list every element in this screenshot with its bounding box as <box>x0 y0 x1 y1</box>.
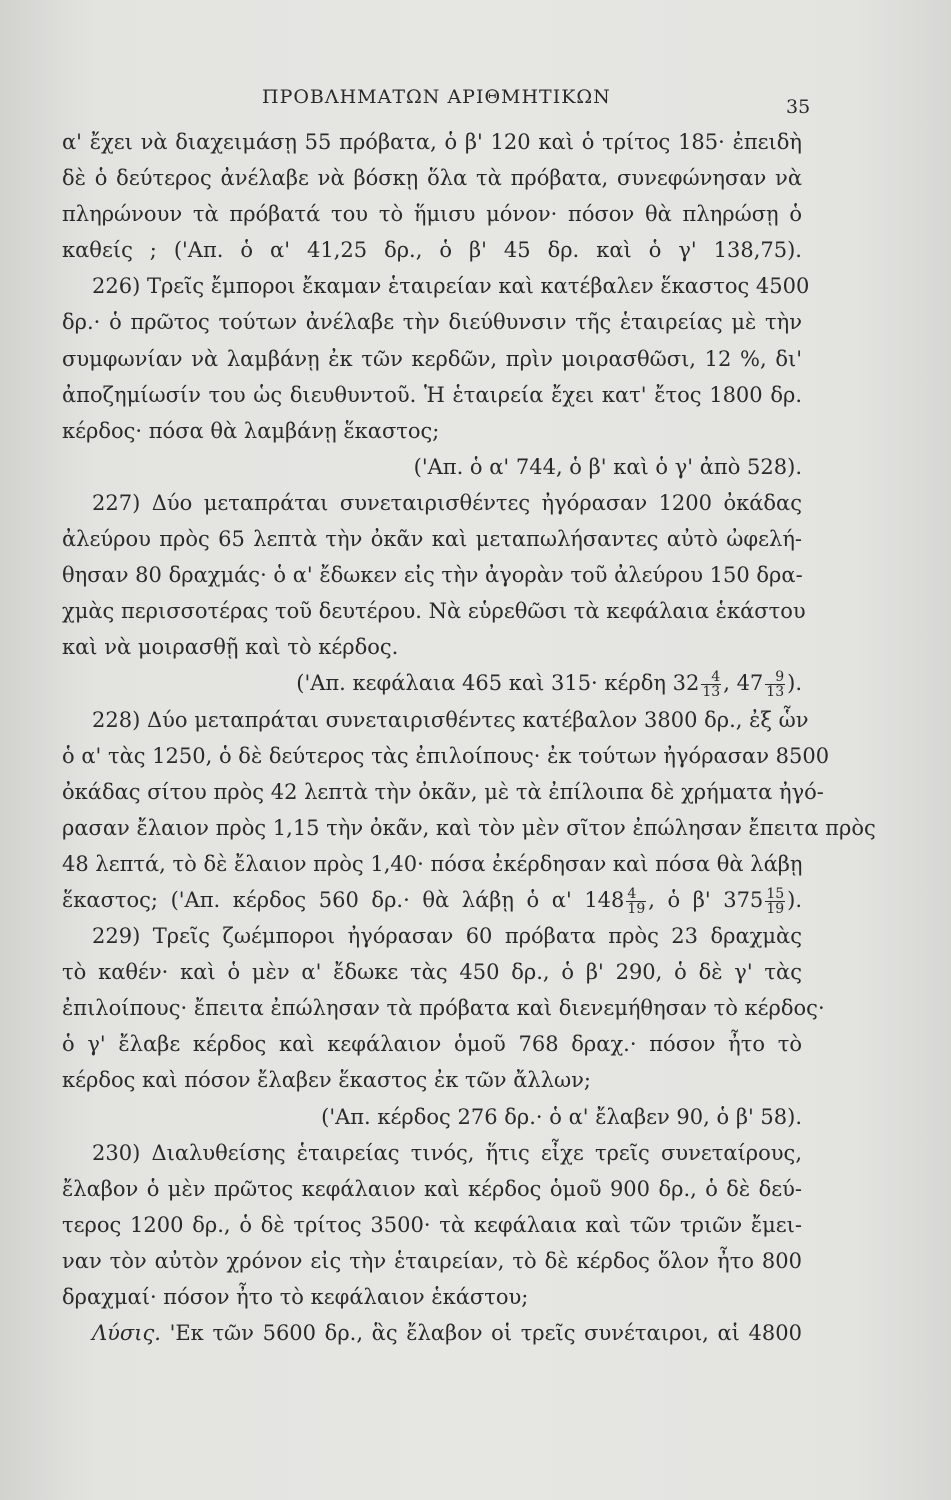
fraction-numerator: 4 <box>626 887 646 902</box>
answer-text: ). <box>787 671 802 696</box>
text-line: καὶ νὰ μοιρασθῇ καὶ τὸ κέρδος. <box>62 635 399 660</box>
page-body <box>62 124 876 1351</box>
text-line: τερος 1200 δρ., ὁ δὲ τρίτος 3500· τὰ κεφάλαια καὶ τῶν τριῶν ἔμει- <box>62 1212 802 1237</box>
solution-line <box>62 1315 802 1351</box>
text-line: καθείς ; ('Απ. ὁ α' 41,25 δρ., ὁ β' 45 δρ. καὶ ὁ γ' 138,75). <box>62 238 802 263</box>
running-title: ΠΡΟΒΛΗΜΑΤΩΝ ΑΡΙΘΜΗΤΙΚΩΝ <box>262 86 611 108</box>
text-line: δρ.· ὁ πρῶτος τούτων ἀνέλαβε τὴν διεύθυνσιν τῆς ἑταιρείας μὲ τὴν <box>62 310 802 335</box>
text-line: ναν τὸν αὐτὸν χρόνον εἰς τὴν ἑταιρείαν, τὸ δὲ κέρδος ὅλον ἦτο 800 <box>62 1248 802 1273</box>
text-line: χμὰς περισσοτέρας τοῦ δευτέρου. Νὰ εὑρεθῶσι τὰ κεφάλαια ἑκάστου <box>62 599 806 624</box>
fraction-denominator: 13 <box>766 684 785 701</box>
problem-229-start: 229) Τρεῖς ζωέμποροι ἠγόρασαν 60 πρόβατα πρὸς 23 δραχμὰς <box>92 924 802 949</box>
fraction <box>765 670 785 699</box>
fraction-denominator: 19 <box>766 900 785 917</box>
text-line: ὀκάδας σίτου πρὸς 42 λεπτὰ τὴν ὀκᾶν, μὲ τὰ ἐπίλοιπα δὲ χρήματα ἠγό- <box>62 779 824 804</box>
fraction-denominator: 13 <box>702 684 721 701</box>
problem-227-start: 227) Δύο μεταπράται συνεταιρισθέντες ἠγόρασαν 1200 ὀκάδας <box>92 490 802 515</box>
fraction-numerator: 15 <box>766 885 785 902</box>
problem-228-start: 228) Δύο μεταπράται συνεταιρισθέντες κατέβαλον 3800 δρ., ἐξ ὧν <box>92 707 809 732</box>
answer-227 <box>62 665 802 701</box>
fraction-numerator: 9 <box>765 670 785 685</box>
page-header <box>0 86 951 116</box>
text-line: συμφωνίαν νὰ λαμβάνῃ ἐκ τῶν κερδῶν, πρὶν μοιρασθῶσι, 12 %, δι' <box>62 346 802 371</box>
text-line: πληρώνουν τὰ πρόβατά του τὸ ἥμισυ μόνον· πόσον θὰ πληρώσῃ ὁ <box>62 202 802 227</box>
solution-label: Λύσις. <box>92 1321 161 1346</box>
text-line: κέρδος· πόσα θὰ λαμβάνῃ ἕκαστος; <box>62 418 440 443</box>
answer-text: , 47 <box>723 671 764 696</box>
page-number: 35 <box>786 96 811 118</box>
answer-228 <box>62 882 802 918</box>
answer-226: ('Απ. ὁ α' 744, ὁ β' καὶ ὁ γ' ἀπὸ 528). <box>413 454 802 479</box>
text-line: δὲ ὁ δεύτερος ἀνέλαβε νὰ βόσκῃ ὅλα τὰ πρόβατα, συνεφώνησαν νὰ <box>62 166 802 191</box>
text-line: ἔλαβον ὁ μὲν πρῶτος κεφάλαιον καὶ κέρδος ὁμοῦ 900 δρ., ὁ δὲ δεύ- <box>62 1176 802 1201</box>
text-line: α' ἔχει νὰ διαχειμάσῃ 55 πρόβατα, ὁ β' 120 καὶ ὁ τρίτος 185· ἐπειδὴ <box>62 130 802 154</box>
fraction-numerator: 4 <box>701 670 721 685</box>
text-line: κέρδος καὶ πόσον ἔλαβεν ἕκαστος ἐκ τῶν ἄλλων; <box>62 1068 591 1093</box>
text-line: θησαν 80 δραχμάς· ὁ α' ἔδωκεν εἰς τὴν ἀγορὰν τοῦ ἀλεύρου 150 δρα- <box>62 563 803 588</box>
text-line: ὁ α' τὰς 1250, ὁ δὲ δεύτερος τὰς ἐπιλοίπους· ἐκ τούτων ἠγόρασαν 8500 <box>62 743 830 768</box>
text-line: δραχμαί· πόσον ἦτο τὸ κεφάλαιον ἑκάστου; <box>62 1285 529 1309</box>
text-line: τὸ καθέν· καὶ ὁ μὲν α' ἔδωκε τὰς 450 δρ., ὁ β' 290, ὁ δὲ γ' τὰς <box>62 960 802 985</box>
fraction <box>701 670 721 699</box>
text-line: ἀποζημίωσίν του ὡς διευθυντοῦ. Ἡ ἑταιρεία ἔχει κατ' ἔτος 1800 δρ. <box>62 382 802 407</box>
text-line: ὁ γ' ἔλαβε κέρδος καὶ κεφάλαιον ὁμοῦ 768 δραχ.· πόσον ἦτο τὸ <box>62 1032 802 1057</box>
fraction <box>626 887 646 916</box>
fraction <box>765 887 785 916</box>
answer-text: , ὁ β' 375 <box>648 887 764 912</box>
text-line: ἀλεύρου πρὸς 65 λεπτὰ τὴν ὀκᾶν καὶ μεταπωλήσαντες αὐτὸ ὠφελή- <box>62 527 802 552</box>
text-line: ἐπιλοίπους· ἔπειτα ἐπώλησαν τὰ πρόβατα καὶ διενεμήθησαν τὸ κέρδος· <box>62 996 825 1021</box>
solution-text: 'Εκ τῶν 5600 δρ., ἃς ἔλαβον οἱ τρεῖς συνέταιροι, αἱ 4800 <box>169 1321 802 1346</box>
problem-230-start: 230) Διαλυθείσης ἑταιρείας τινός, ἥτις εἶχε τρεῖς συνεταίρους, <box>92 1140 802 1165</box>
text-line: ρασαν ἔλαιον πρὸς 1,15 τὴν ὀκᾶν, καὶ τὸν μὲν σῖτον ἐπώλησαν ἔπειτα πρὸς <box>62 815 876 840</box>
answer-229: ('Απ. κέρδος 276 δρ.· ὁ α' ἔλαβεν 90, ὁ β' 58). <box>321 1104 802 1129</box>
problem-226-start: 226) Τρεῖς ἔμποροι ἔκαμαν ἑταιρείαν καὶ κατέβαλεν ἕκαστος 4500 <box>92 274 810 299</box>
fraction-denominator: 19 <box>627 900 646 917</box>
answer-text: ). <box>787 887 803 912</box>
text-line: 48 λεπτά, τὸ δὲ ἔλαιον πρὸς 1,40· πόσα ἐκέρδησαν καὶ πόσα θὰ λάβῃ <box>62 851 803 876</box>
answer-text: ἕκαστος; ('Απ. κέρδος 560 δρ.· θὰ λάβῃ ὁ α' 148 <box>62 887 625 912</box>
answer-text: ('Απ. κεφάλαια 465 καὶ 315· κέρδη 32 <box>296 671 700 696</box>
